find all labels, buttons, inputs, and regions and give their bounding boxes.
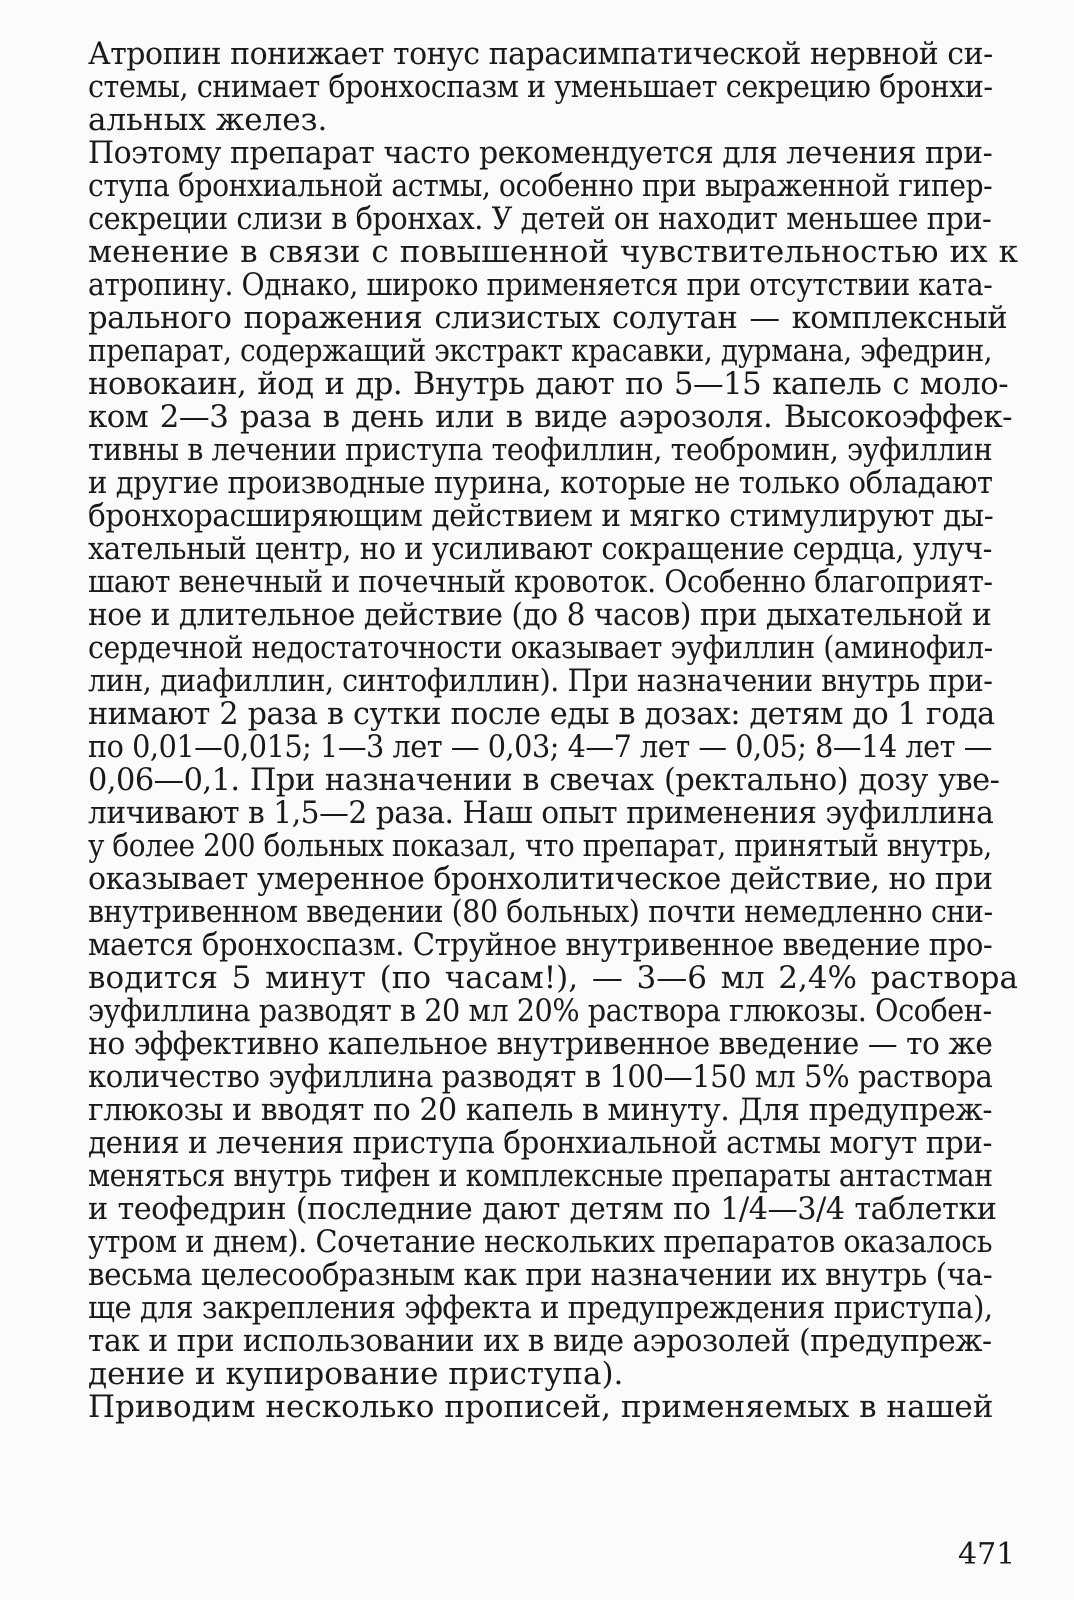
text-line: глюкозы и вводят по 20 капель в минуту. Для предупреж- bbox=[88, 1092, 993, 1128]
text-line: 0,06—0,1. При назначении в свечах (ректально) дозу уве- bbox=[88, 762, 1000, 798]
text-line: менение в связи с повышенной чувствительностью их к bbox=[88, 234, 1018, 270]
text-line: хательный центр, но и усиливают сокращение сердца, улуч- bbox=[88, 531, 992, 567]
text-line: Приводим несколько прописей, применяемых в нашей bbox=[88, 1389, 994, 1425]
text-line: дения и лечения приступа бронхиальной астмы могут при- bbox=[88, 1125, 992, 1161]
text-line: у более 200 больных показал, что препарат, принятый внутрь, bbox=[88, 828, 992, 864]
paragraph bbox=[88, 38, 1018, 137]
text-line: так и при использовании их в виде аэрозолей (предупреж- bbox=[88, 1323, 992, 1359]
text-line: и другие производные пурина, которые не только обладают bbox=[88, 465, 993, 501]
text-line: альных желез. bbox=[88, 102, 328, 138]
text-line: шают венечный и почечный кровоток. Особенно благоприят- bbox=[88, 564, 993, 600]
text-line: ступа бронхиальной астмы, особенно при выраженной гипер- bbox=[88, 168, 993, 204]
text-line: нимают 2 раза в сутки после еды в дозах: детям до 1 года bbox=[88, 696, 995, 732]
text-line: утром и днем). Сочетание нескольких препаратов оказалось bbox=[88, 1224, 993, 1260]
text-line: ще для закрепления эффекта и предупреждения приступа), bbox=[88, 1290, 993, 1326]
text-line: и теофедрин (последние дают детям по 1/4—3/4 таблетки bbox=[88, 1191, 997, 1227]
text-line: атропину. Однако, широко применяется при отсутствии ката- bbox=[88, 267, 993, 303]
text-line: стемы, снимает бронхоспазм и уменьшает секрецию бронхи- bbox=[88, 69, 993, 105]
text-line: препарат, содержащий экстракт красавки, дурмана, эфедрин, bbox=[88, 333, 993, 369]
text-line: Поэтому препарат часто рекомендуется для лечения при- bbox=[88, 135, 993, 171]
text-line: личивают в 1,5—2 раза. Наш опыт применения эуфиллина bbox=[88, 795, 994, 831]
text-line: сердечной недостаточности оказывает эуфиллин (аминофил- bbox=[88, 630, 993, 666]
paragraph bbox=[88, 137, 1018, 1391]
text-line: новокаин, йод и др. Внутрь дают по 5—15 капель с моло- bbox=[88, 366, 1009, 402]
text-line: по 0,01—0,015; 1—3 лет — 0,03; 4—7 лет — 0,05; 8—14 лет — bbox=[88, 729, 992, 765]
text-line: Атропин понижает тонус парасимпатической нервной си- bbox=[88, 36, 993, 72]
text-line: внутривенном введении (80 больных) почти немедленно сни- bbox=[88, 894, 993, 930]
text-line: количество эуфиллина разводят в 100—150 мл 5% раствора bbox=[88, 1059, 993, 1095]
text-line: ком 2—3 раза в день или в виде аэрозоля. Высокоэффек- bbox=[88, 399, 1013, 435]
text-line: тивны в лечении приступа теофиллин, теобромин, эуфиллин bbox=[88, 432, 993, 468]
text-line: весьма целесообразным как при назначении их внутрь (ча- bbox=[88, 1257, 993, 1293]
text-line: мается бронхоспазм. Струйное внутривенное введение про- bbox=[88, 927, 993, 963]
text-line: секреции слизи в бронхах. У детей он находит меньшее при- bbox=[88, 201, 992, 237]
text-line: дение и купирование приступа). bbox=[88, 1356, 624, 1392]
paragraph bbox=[88, 1391, 1018, 1424]
text-line: меняться внутрь тифен и комплексные препараты антастман bbox=[88, 1158, 993, 1194]
text-line: бронхорасширяющим действием и мягко стимулируют ды- bbox=[88, 498, 994, 534]
text-line: рального поражения слизистых солутан — комплексный bbox=[88, 300, 1008, 336]
text-line: но эффективно капельное внутривенное введение — то же bbox=[88, 1026, 993, 1062]
text-line: ное и длительное действие (до 8 часов) при дыхательной и bbox=[88, 597, 992, 633]
body-text bbox=[88, 38, 1018, 1424]
text-line: оказывает умеренное бронхолитическое действие, но при bbox=[88, 861, 993, 897]
text-line: лин, диафиллин, синтофиллин). При назначении внутрь при- bbox=[88, 663, 993, 699]
text-line: водится 5 минут (по часам!), — 3—6 мл 2,4% раствора bbox=[88, 960, 1018, 996]
text-line: эуфиллина разводят в 20 мл 20% раствора глюкозы. Особен- bbox=[88, 993, 992, 1029]
page-number: 471 bbox=[958, 1537, 1016, 1572]
